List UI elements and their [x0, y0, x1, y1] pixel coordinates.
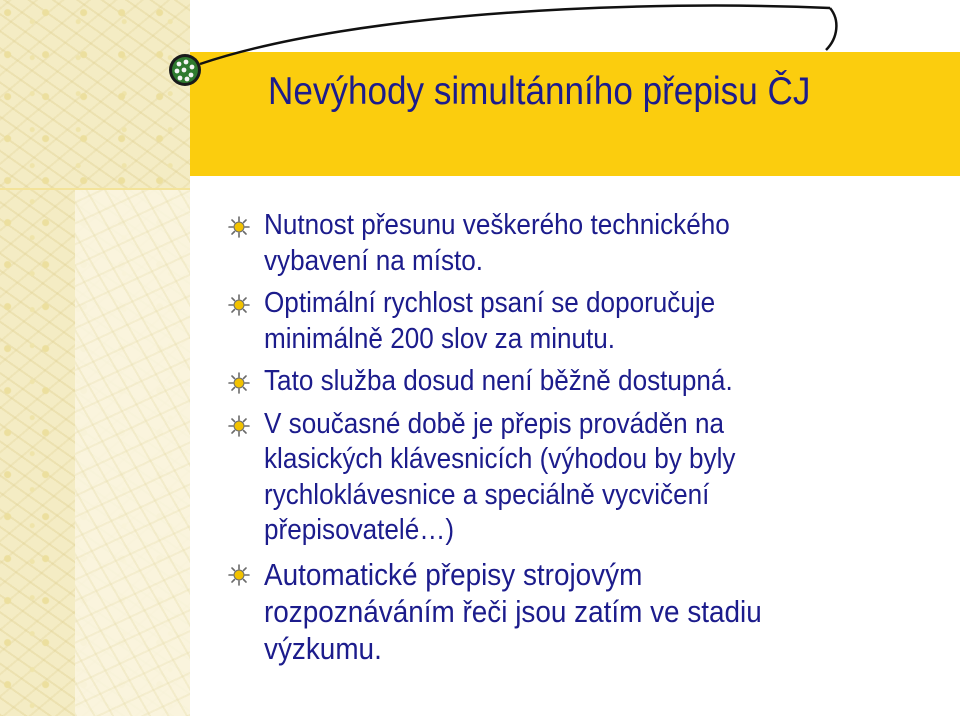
bullet-item [228, 556, 948, 667]
bullet-list [228, 208, 948, 674]
bullet-text: Tato služba dosud není běžně dostupná. [264, 365, 733, 397]
bullet-item [228, 407, 948, 549]
sun-bullet-icon [228, 294, 250, 316]
bullet-text: V současné době je přepis prováděn na klasických klávesnicích (výhodou by byly rychloklávesnice a speciálně vycvičení přepisovatelé…) [264, 407, 736, 546]
sun-bullet-icon [228, 564, 250, 586]
sun-bullet-icon [228, 415, 250, 437]
bullet-text: Automatické přepisy strojovým rozpoznáváním řeči jsou zatím ve stadiu výzkumu. [264, 556, 762, 666]
bullet-item [228, 208, 948, 279]
bullet-text: Nutnost přesunu veškerého technického vybavení na místo. [264, 209, 730, 277]
bullet-text: Optimální rychlost psaní se doporučuje minimálně 200 slov za minutu. [264, 287, 716, 355]
page-title: Nevýhody simultánního přepisu ČJ [268, 70, 811, 113]
globe-icon [169, 54, 201, 86]
bullet-item [228, 286, 948, 357]
sun-bullet-icon [228, 216, 250, 238]
sun-bullet-icon [228, 372, 250, 394]
bullet-item [228, 364, 948, 400]
